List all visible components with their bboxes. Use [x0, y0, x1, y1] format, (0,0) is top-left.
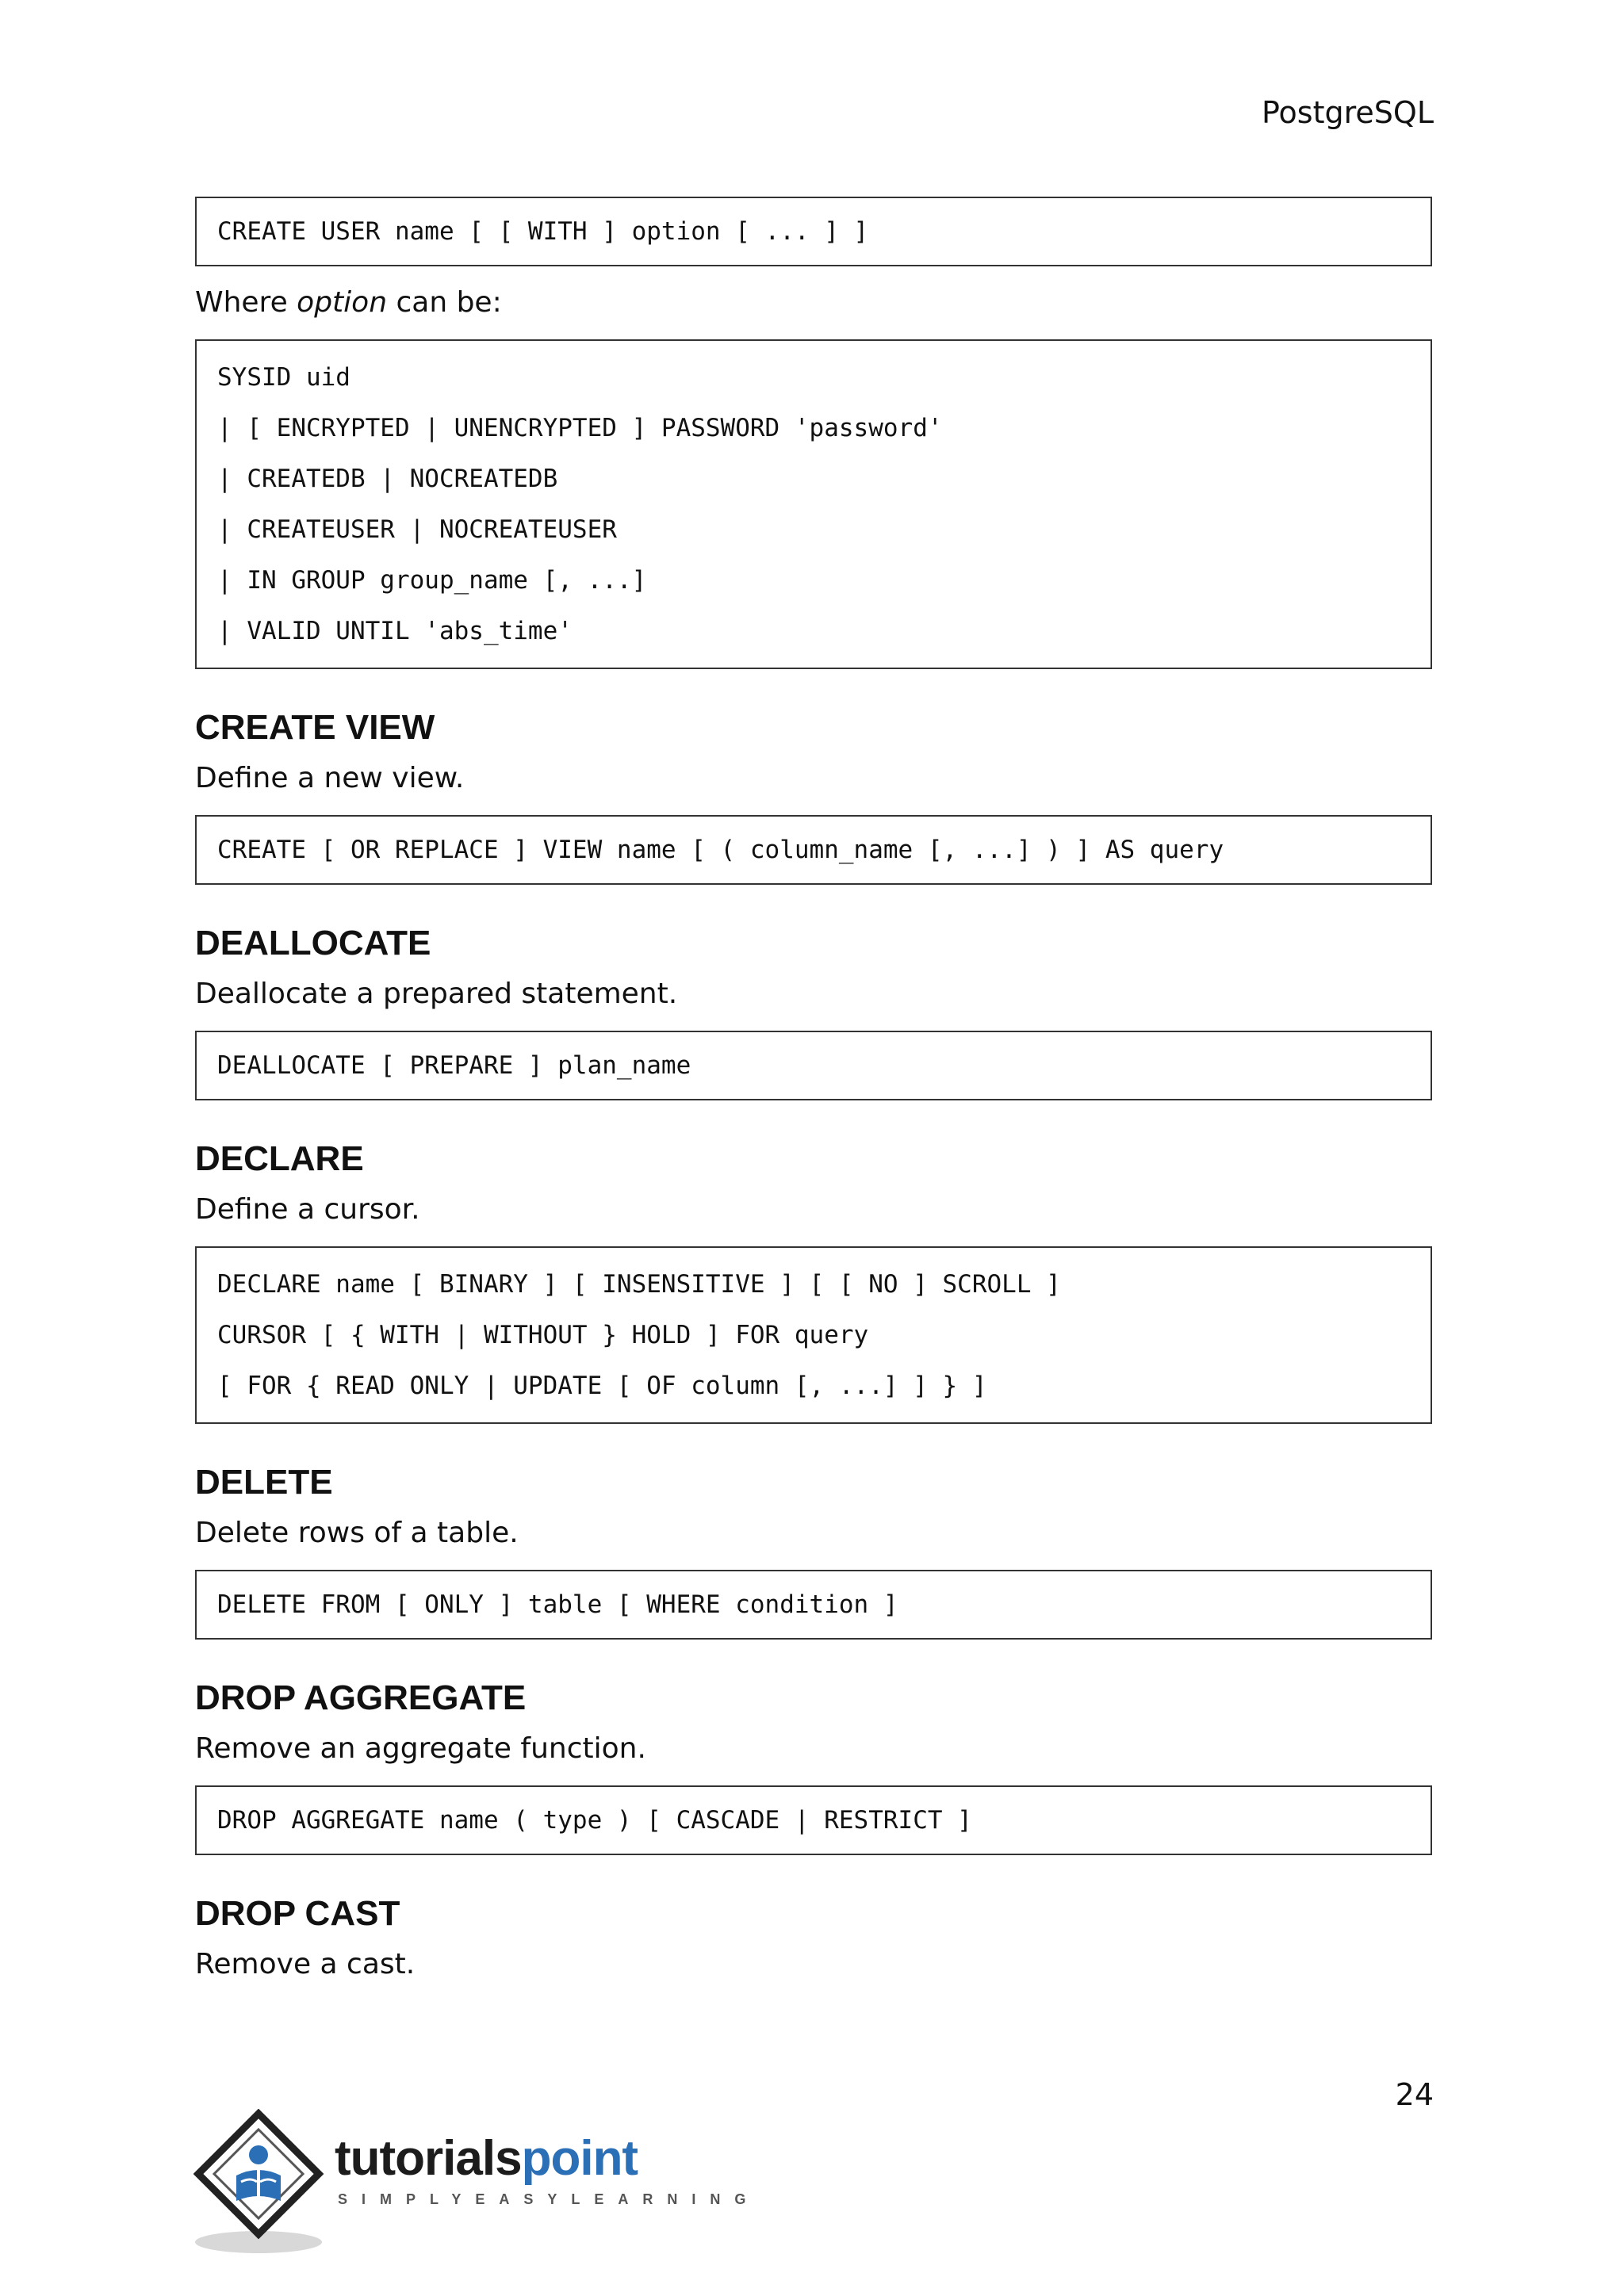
- code-block-delete: [195, 1570, 1432, 1640]
- code-block-drop-aggregate: [195, 1785, 1432, 1855]
- code-line: | CREATEUSER | NOCREATEUSER: [217, 515, 617, 544]
- where-emphasis: option: [297, 286, 388, 319]
- logo-mark-icon: [193, 2109, 336, 2260]
- page-content: [195, 197, 1432, 1984]
- code-line: | VALID UNTIL 'abs_time': [217, 617, 573, 645]
- logo-word-point: point: [521, 2131, 638, 2186]
- code-block-declare: [195, 1246, 1432, 1424]
- code-block-options: [195, 339, 1432, 669]
- code-line: CREATE USER name [ [ WITH ] option [ ... ] ]: [217, 217, 869, 246]
- code-line: | IN GROUP group_name [, ...]: [217, 566, 647, 595]
- section-heading-drop-aggregate: DROP AGGREGATE: [195, 1678, 527, 1717]
- code-line: [ FOR { READ ONLY | UPDATE [ OF column [, ...] ] } ]: [217, 1372, 987, 1400]
- where-suffix: can be:: [387, 286, 502, 319]
- where-option-paragraph: [195, 284, 1432, 322]
- code-line: CURSOR [ { WITH | WITHOUT } HOLD ] FOR query: [217, 1321, 869, 1349]
- code-block-deallocate: [195, 1031, 1432, 1100]
- section-heading-declare: DECLARE: [195, 1139, 364, 1178]
- code-line: | [ ENCRYPTED | UNENCRYPTED ] PASSWORD 'password': [217, 414, 943, 442]
- code-line: DEALLOCATE [ PREPARE ] plan_name: [217, 1051, 691, 1080]
- section-description: Delete rows of a table.: [195, 1517, 519, 1549]
- section-heading-drop-cast: DROP CAST: [195, 1894, 400, 1933]
- logo-word-tutorials: tutorials: [335, 2131, 522, 2186]
- section-heading-delete: DELETE: [195, 1463, 333, 1502]
- tutorialspoint-logo: [193, 2109, 760, 2260]
- code-line: SYSID uid: [217, 363, 350, 392]
- code-line: DROP AGGREGATE name ( type ) [ CASCADE | RESTRICT ]: [217, 1806, 972, 1835]
- code-line: DELETE FROM [ ONLY ] table [ WHERE condition ]: [217, 1590, 898, 1619]
- where-prefix: Where: [195, 286, 297, 319]
- code-line: | CREATEDB | NOCREATEDB: [217, 465, 558, 493]
- section-heading-create-view: CREATE VIEW: [195, 708, 435, 747]
- section-description: Deallocate a prepared statement.: [195, 978, 678, 1010]
- logo-wordmark: [335, 2131, 638, 2187]
- section-heading-deallocate: DEALLOCATE: [195, 924, 431, 962]
- code-block-create-view: [195, 815, 1432, 885]
- section-description: Define a new view.: [195, 762, 465, 794]
- page-number: 24: [1395, 2077, 1434, 2112]
- code-block-create-user: [195, 197, 1432, 266]
- section-description: Remove an aggregate function.: [195, 1732, 646, 1765]
- section-description: Remove a cast.: [195, 1948, 416, 1980]
- code-line: DECLARE name [ BINARY ] [ INSENSITIVE ] [ [ NO ] SCROLL ]: [217, 1270, 1061, 1299]
- logo-tagline: SIMPLYEASYLEARNING: [338, 2191, 760, 2207]
- code-line: CREATE [ OR REPLACE ] VIEW name [ ( column_name [, ...] ) ] AS query: [217, 836, 1224, 864]
- section-description: Define a cursor.: [195, 1193, 420, 1226]
- running-header: PostgreSQL: [1262, 95, 1434, 130]
